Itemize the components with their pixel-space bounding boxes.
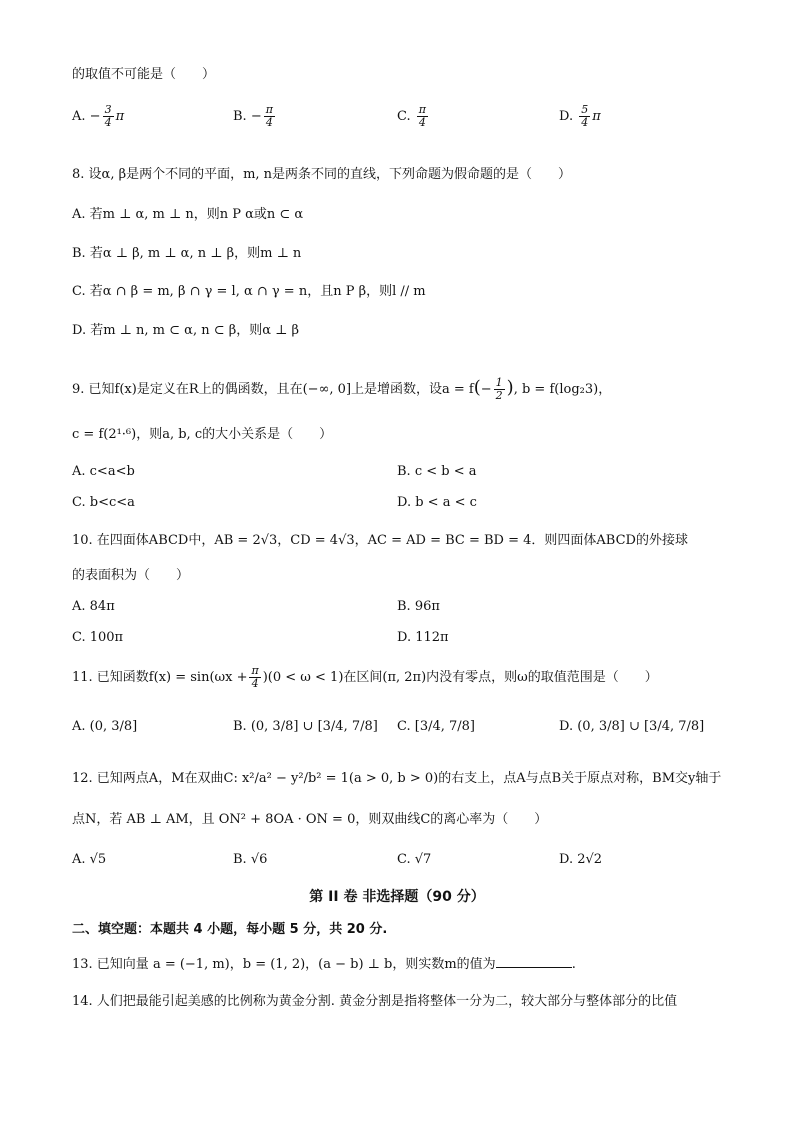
q14-stem: 14. 人们把最能引起美感的比例称为黄金分割. 黄金分割是指将整体一分为二，较大部分与整体部分的比值 <box>72 994 678 1009</box>
q9-option-b: B. c < b < a <box>397 464 477 479</box>
q7-option-a: A. − $\frac{3}{4}$ π <box>72 103 125 129</box>
q12-option-c: C. √7 <box>397 852 432 867</box>
q12-stem-line1: 12. 已知两点A，M在双曲C: x²/a² − y²/b² = 1(a > 0, b > 0)的右支上，点A与点B关于原点对称，BM交y轴于 <box>72 771 722 786</box>
q11-option-a: A. (0, 3/8] <box>72 719 138 734</box>
q10-option-c: C. 100π <box>72 630 124 645</box>
q11-option-b: B. (0, 3/8] ∪ [3/4, 7/8] <box>233 719 378 734</box>
q7-option-b: B. − $\frac{\pi}{4}$ <box>233 103 273 129</box>
q13-answer-blank[interactable] <box>496 955 572 968</box>
q11-stem: 11. 已知函数f(x) = sin(ωx + $\frac{\pi}{4}$ )(0 < ω < 1)在区间(π, 2π)内没有零点，则ω的取值范围是（ ） <box>72 664 658 690</box>
q12-option-a: A. √5 <box>72 852 107 867</box>
q9-option-d: D. b < a < c <box>397 495 477 510</box>
q9-stem-line2: c = f(2¹·⁶)，则a, b, c的大小关系是（ ） <box>72 427 333 442</box>
q9-stem-line1: 9. 已知f(x)是定义在R上的偶函数，且在(−∞, 0]上是增函数，设a = f(− $\frac{1}{2}$ ), b = f(log₂3)， <box>72 376 612 402</box>
q11-option-d: D. (0, 3/8] ∪ [3/4, 7/8] <box>559 719 705 734</box>
q9-option-c: C. b<c<a <box>72 495 135 510</box>
q11-option-c: C. [3/4, 7/8] <box>397 719 475 734</box>
q9-option-a: A. c<a<b <box>72 464 135 479</box>
q7-option-d: D. $\frac{5}{4}$ π <box>559 103 601 129</box>
q12-option-b: B. √6 <box>233 852 268 867</box>
section-two-heading: 二、填空题：本题共 4 小题，每小题 5 分，共 20 分. <box>72 922 388 937</box>
q8-option-a: A. 若m ⊥ α, m ⊥ n，则n P α或n ⊂ α <box>72 207 304 222</box>
q7-tail: 的取值不可能是（ ） <box>72 67 216 82</box>
q10-option-a: A. 84π <box>72 599 115 614</box>
q12-stem-line2: 点N，若 AB ⊥ AM，且 ON² + 8OA · ON = 0，则双曲线C的离心率为（ ） <box>72 812 548 827</box>
q12-option-d: D. 2√2 <box>559 852 603 867</box>
part-two-heading: 第 II 卷 非选择题（90 分） <box>309 889 485 905</box>
q7-option-c: C. $\frac{\pi}{4}$ <box>397 103 426 129</box>
q8-option-b: B. 若α ⊥ β, m ⊥ α, n ⊥ β，则m ⊥ n <box>72 246 302 261</box>
q13-stem: 13. 已知向量 a = (−1, m)，b = (1, 2)，(a − b) ⊥ b，则实数m的值为 . <box>72 957 576 972</box>
q8-stem: 8. 设α, β是两个不同的平面，m, n是两条不同的直线，下列命题为假命题的是（ ） <box>72 167 572 182</box>
q10-option-b: B. 96π <box>397 599 440 614</box>
q10-stem-line1: 10. 在四面体ABCD中，AB = 2√3，CD = 4√3，AC = AD = BC = BD = 4．则四面体ABCD的外接球 <box>72 533 688 548</box>
q10-stem-line2: 的表面积为（ ） <box>72 568 190 583</box>
q8-option-d: D. 若m ⊥ n, m ⊂ α, n ⊂ β，则α ⊥ β <box>72 323 300 338</box>
q8-option-c: C. 若α ∩ β = m, β ∩ γ = l, α ∩ γ = n，且n P β，则l // m <box>72 284 426 299</box>
q10-option-d: D. 112π <box>397 630 449 645</box>
